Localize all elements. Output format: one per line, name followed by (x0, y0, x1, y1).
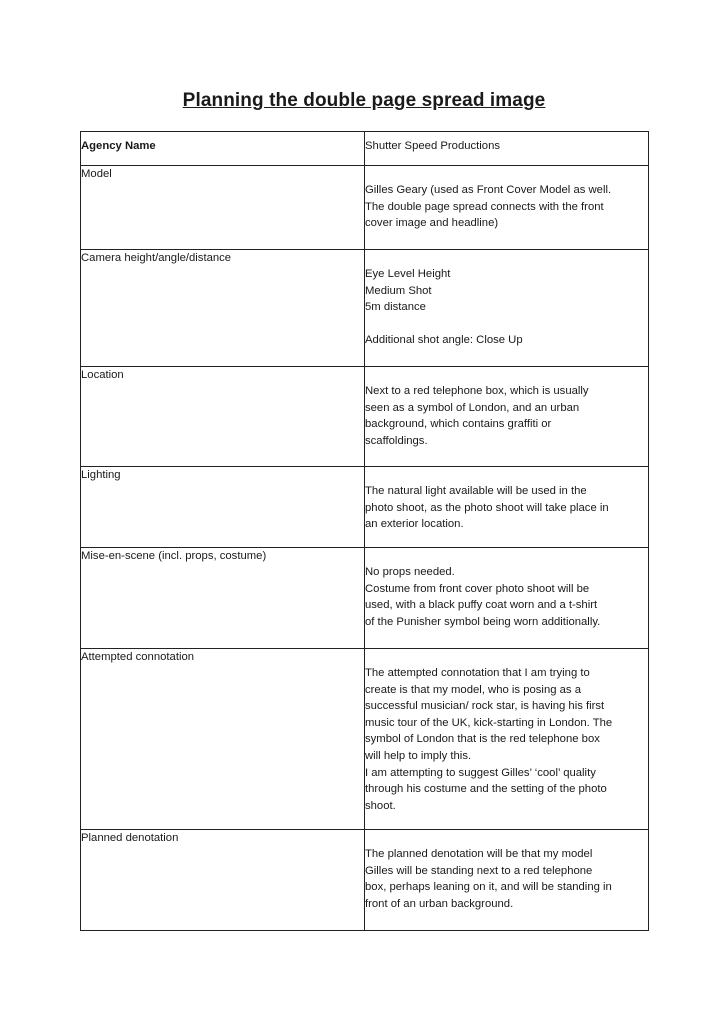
table-row-planned-denotation (81, 830, 649, 931)
planning-table (80, 131, 649, 931)
value-line: create is that my model, who is posing as a (365, 683, 581, 696)
value-line: The double page spread connects with the front (365, 200, 604, 213)
value-line: Eye Level Height (365, 268, 451, 280)
value-line: shoot. (365, 799, 396, 812)
row-label: Location (81, 367, 365, 467)
row-label: Camera height/angle/distance (81, 250, 365, 367)
value-line: Next to a red telephone box, which is usually (365, 385, 589, 397)
table-row-attempted-connotation (81, 649, 649, 830)
value-line: through his costume and the setting of the photo (365, 783, 607, 796)
cell-spacer (365, 250, 648, 266)
row-label: Attempted connotation (81, 649, 365, 830)
value-line: Gilles Geary (used as Front Cover Model as well. (365, 184, 612, 196)
cell-spacer (365, 166, 648, 182)
value-line: an exterior location. (365, 518, 464, 531)
value-line: The planned denotation will be that my model (365, 848, 593, 860)
row-value (365, 467, 649, 548)
value-line: box, perhaps leaning on it, and will be standing in (365, 881, 612, 894)
row-value (365, 132, 649, 166)
value-line: scaffoldings. (365, 434, 428, 447)
row-label: Mise-en-scene (incl. props, costume) (81, 548, 365, 649)
row-value (365, 250, 649, 367)
table-row-location (81, 367, 649, 467)
cell-spacer (365, 316, 648, 332)
value-line: background, which contains graffiti or (365, 418, 552, 431)
value-line: I am attempting to suggest Gilles’ ‘cool’ quality (365, 766, 596, 779)
cell-spacer (365, 649, 648, 665)
value-line: cover image and headline) (365, 217, 499, 230)
value-line: symbol of London that is the red telephone box (365, 733, 600, 746)
value-line: Costume from front cover photo shoot will be (365, 582, 590, 595)
value-line: will help to imply this. (365, 749, 472, 762)
value-line: photo shoot, as the photo shoot will take place in (365, 501, 609, 514)
value-line: of the Punisher symbol being worn additionally. (365, 615, 601, 628)
value-line: Shutter Speed Productions (365, 140, 501, 152)
value-line: Gilles will be standing next to a red telephone (365, 864, 593, 877)
row-label: Model (81, 166, 365, 250)
cell-spacer (365, 467, 648, 483)
value-line: Medium Shot (365, 284, 432, 297)
value-line: 5m distance (365, 301, 426, 314)
row-label: Lighting (81, 467, 365, 548)
table-row-camera (81, 250, 649, 367)
row-value (365, 367, 649, 467)
page-title: Planning the double page spread image (182, 90, 546, 111)
row-value (365, 166, 649, 250)
value-line: No props needed. (365, 566, 455, 578)
row-label: Planned denotation (81, 830, 365, 931)
value-line: music tour of the UK, kick-starting in London. The (365, 716, 613, 729)
value-line: The attempted connotation that I am trying to (365, 667, 590, 679)
cell-spacer (365, 367, 648, 383)
table-row-model (81, 166, 649, 250)
row-value (365, 830, 649, 931)
value-line: seen as a symbol of London, and an urban (365, 401, 580, 414)
row-label: Agency Name (81, 132, 365, 166)
row-value (365, 649, 649, 830)
value-line: The natural light available will be used in the (365, 485, 587, 497)
cell-spacer (365, 830, 648, 846)
row-value (365, 548, 649, 649)
table-row-agency-name (81, 132, 649, 166)
value-line: used, with a black puffy coat worn and a t-shirt (365, 599, 598, 612)
cell-spacer (365, 548, 648, 564)
table-row-mise-en-scene (81, 548, 649, 649)
table-row-lighting (81, 467, 649, 548)
value-line: Additional shot angle: Close Up (365, 333, 523, 346)
value-line: front of an urban background. (365, 897, 514, 910)
value-line: successful musician/ rock star, is having his first (365, 700, 605, 713)
